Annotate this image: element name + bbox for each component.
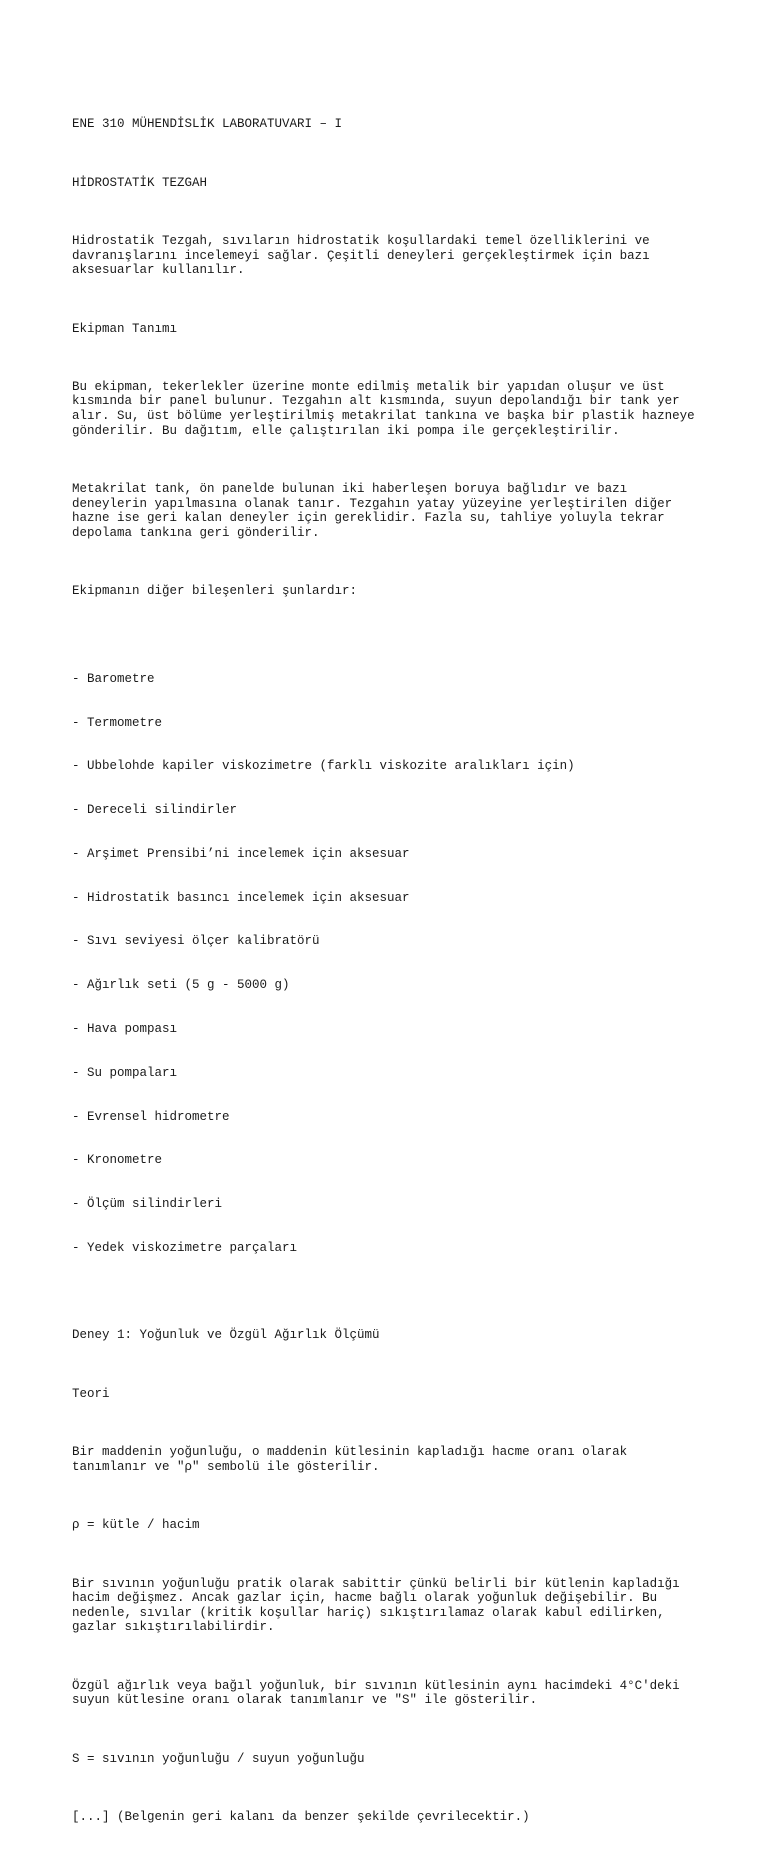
components-list — [72, 643, 712, 1285]
components-intro: Ekipmanın diğer bileşenleri şunlardır: — [72, 584, 358, 599]
theory-paragraph-3: Özgül ağırlık veya bağıl yoğunluk, bir sıvının kütlesinin aynı hacimdeki 4°C'deki suyun kütlesine oranı olarak tanımlanır ve "S" ile gösterilir. — [72, 1678, 680, 1708]
list-item: - Yedek viskozimetre parçaları — [72, 1240, 298, 1255]
experiment-heading: Deney 1: Yoğunluk ve Özgül Ağırlık Ölçümü — [72, 1328, 380, 1343]
list-item: - Ubbelohde kapiler viskozimetre (farklı viskozite aralıkları için) — [72, 759, 575, 774]
list-item: - Termometre — [72, 715, 163, 730]
list-item: - Hidrostatik basıncı incelemek için aksesuar — [72, 890, 410, 905]
theory-paragraph-2: Bir sıvının yoğunluğu pratik olarak sabittir çünkü belirli bir kütlenin kapladığı hacim değişmez. Ancak gazlar için, hacme bağlı olarak yoğunluk değişebilir. Bu nedenle, sıvılar (kritik koşullar hariç) sıkıştırılamaz olarak kabul edilirken, gazlar sıkıştırılabilirdir. — [72, 1576, 680, 1635]
list-item: - Kronometre — [72, 1153, 163, 1168]
section-title: HİDROSTATİK TEZGAH — [72, 175, 208, 190]
equipment-heading: Ekipman Tanımı — [72, 321, 178, 336]
list-item: - Hava pompası — [72, 1022, 178, 1036]
document-page — [72, 88, 712, 1854]
list-item: - Arşimet Prensibi’ni incelemek için aksesuar — [72, 846, 410, 861]
equipment-paragraph-1: Bu ekipman, tekerlekler üzerine monte edilmiş metalik bir yapıdan oluşur ve üst kısmında bir panel bulunur. Tezgahın alt kısmında, suyun depolandığı bir tank yer alır. Su, üst bölüme yerleştirilmiş metakrilat tankına ve başka bir plastik hazneye gönderilir. Bu dağıtım, elle çalıştırılan iki pompa ile gerçekleştirilir. — [72, 379, 695, 438]
list-item: - Su pompaları — [72, 1065, 178, 1080]
list-item: - Dereceli silindirler — [72, 803, 238, 818]
specific-gravity-formula: S = sıvının yoğunluğu / suyun yoğunluğu — [72, 1751, 365, 1766]
density-formula: ρ = kütle / hacim — [72, 1518, 200, 1533]
list-item: - Evrensel hidrometre — [72, 1109, 230, 1124]
list-item: - Ağırlık seti (5 g - 5000 g) — [72, 978, 290, 993]
theory-paragraph-1: Bir maddenin yoğunluğu, o maddenin kütlesinin kapladığı hacme oranı olarak tanımlanır ve "ρ" sembolü ile gösterilir. — [72, 1445, 628, 1474]
list-item: - Sıvı seviyesi ölçer kalibratörü — [72, 934, 320, 949]
list-item: - Barometre — [72, 671, 155, 686]
equipment-paragraph-2: Metakrilat tank, ön panelde bulunan iki haberleşen boruya bağlıdır ve bazı deneylerin yapılmasına olanak tanır. Tezgahın yatay yüzeyine yerleştirilen diğer hazne ise geri kalan deneyler için gereklidir. Fazla su, tahliye yoluyla tekrar depolama tankına geri gönderilir. — [72, 482, 673, 540]
closing-note: [...] (Belgenin geri kalanı da benzer şekilde çevrilecektir.) — [72, 1810, 530, 1825]
document-title: ENE 310 MÜHENDİSLİK LABORATUVARI – I — [72, 117, 343, 132]
theory-heading: Teori — [72, 1386, 110, 1401]
list-item: - Ölçüm silindirleri — [72, 1197, 223, 1212]
intro-paragraph: Hidrostatik Tezgah, sıvıların hidrostatik koşullardaki temel özelliklerini ve davranışlarını incelemeyi sağlar. Çeşitli deneyleri gerçekleştirmek için bazı aksesuarlar kullanılır. — [72, 233, 650, 278]
